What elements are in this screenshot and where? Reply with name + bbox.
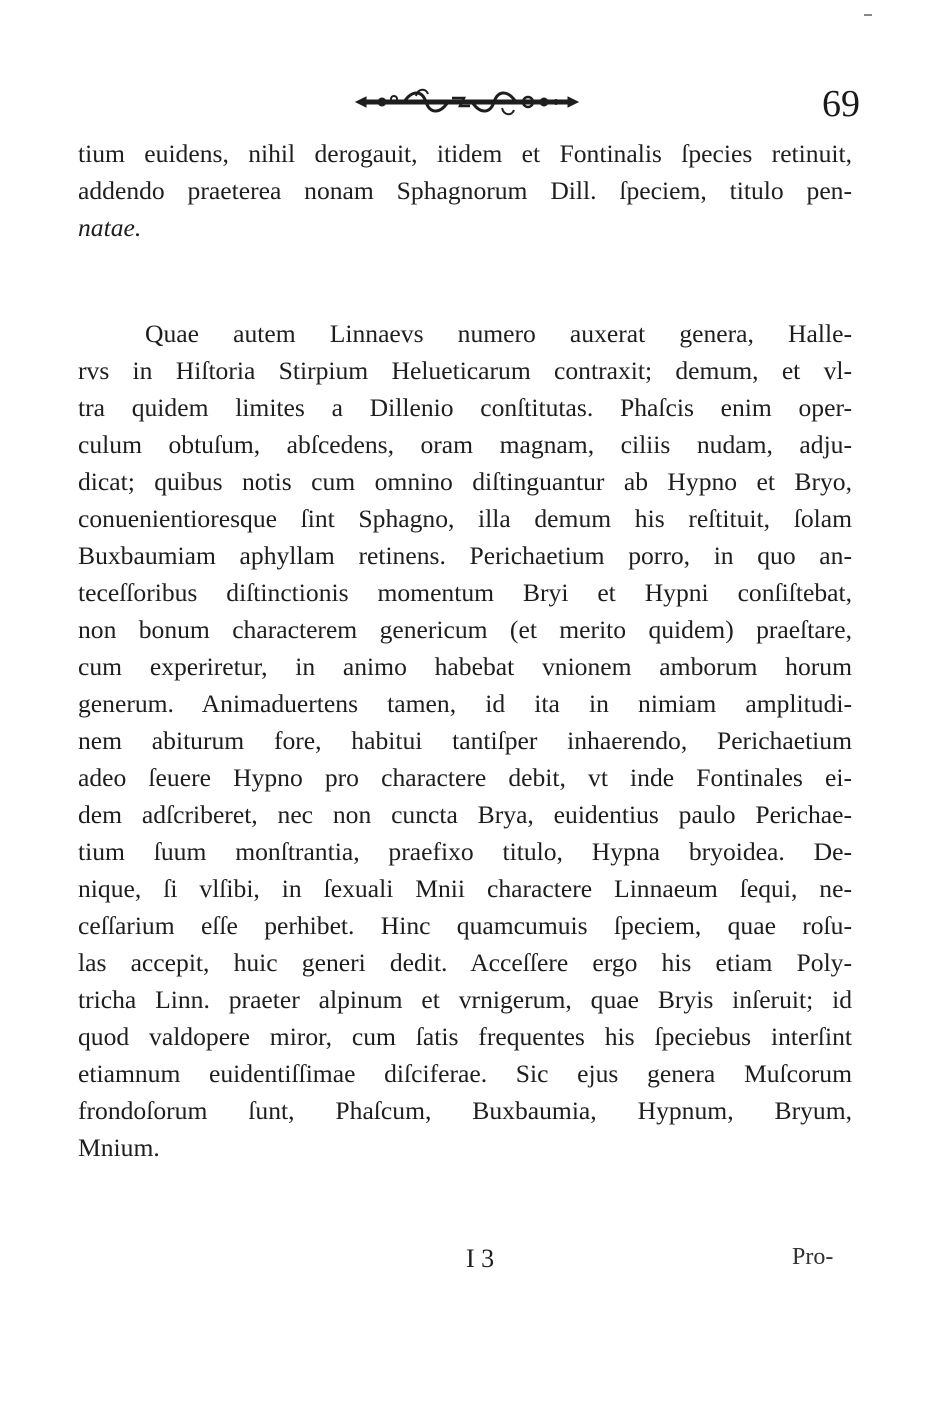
text-line: Quae autem Linnaevs numero auxerat genera, Halle- (145, 319, 852, 348)
text-line: cum experiretur, in animo habebat vnionem amborum horum (78, 652, 852, 681)
text-line: ceſſarium eſſe perhibet. Hinc quamcumuis ſpeciem, quae roſu- (78, 911, 852, 940)
ornament-icon (352, 86, 582, 118)
text-line: etiamnum euidentiſſimae diſciferae. Sic ejus genera Muſcorum (78, 1059, 852, 1088)
text-line: tricha Linn. praeter alpinum et vrnigerum, quae Bryis inſeruit; id (78, 985, 852, 1014)
text-line: las accepit, huic generi dedit. Acceſſere ergo his etiam Poly- (78, 948, 852, 977)
paragraph-main (78, 315, 852, 1166)
text-line: addendo praeterea nonam Sphagnorum Dill. ſpeciem, titulo pen- (78, 176, 852, 205)
text-line: tium ſuum monſtrantia, praefixo titulo, Hypna bryoidea. De- (78, 837, 852, 866)
text-line: generum. Animaduertens tamen, id ita in nimiam amplitudi- (78, 689, 852, 718)
text-line: frondoſorum ſunt, Phaſcum, Buxbaumia, Hypnum, Bryum, (78, 1096, 852, 1125)
text-line: nem abiturum fore, habitui tantiſper inhaerendo, Perichaetium (78, 726, 852, 755)
page-edge-mark (864, 14, 872, 16)
text-line: dicat; quibus notis cum omnino diſtinguantur ab Hypno et Bryo, (78, 467, 852, 496)
text-line: teceſſoribus diſtinctionis momentum Bryi et Hypni conſiſtebat, (78, 578, 852, 607)
text-line: nique, ſi vlſibi, in ſexuali Mnii charactere Linnaeum ſequi, ne- (78, 874, 852, 903)
text-line: tra quidem limites a Dillenio conſtitutas. Phaſcis enim oper- (78, 393, 852, 422)
text-line: culum obtuſum, abſcedens, oram magnam, ciliis nudam, adju- (78, 430, 852, 459)
text-line: tium euidens, nihil derogauit, itidem et Fontinalis ſpecies retinuit, (78, 139, 852, 168)
page-number: 69 (822, 83, 860, 125)
paragraph-continuation (78, 135, 852, 246)
text-line: quod valdopere miror, cum ſatis frequentes his ſpeciebus interſint (78, 1022, 852, 1051)
signature-mark: I 3 (466, 1244, 495, 1273)
text-line: natae. (78, 213, 142, 242)
text-line: rvs in Hiſtoria Stirpium Helueticarum contraxit; demum, et vl- (78, 356, 852, 385)
text-line: dem adſcriberet, nec non cuncta Brya, euidentius paulo Perichae- (78, 800, 852, 829)
catchword: Pro- (792, 1244, 834, 1270)
text-line: non bonum characterem genericum (et merito quidem) praeſtare, (78, 615, 852, 644)
text-line: Mnium. (78, 1133, 160, 1162)
text-line: adeo ſeuere Hypno pro charactere debit, vt inde Fontinales ei- (78, 763, 852, 792)
text-line: conuenientioresque ſint Sphagno, illa demum his reſtituit, ſolam (78, 504, 852, 533)
text-line: Buxbaumiam aphyllam retinens. Perichaetium porro, in quo an- (78, 541, 852, 570)
